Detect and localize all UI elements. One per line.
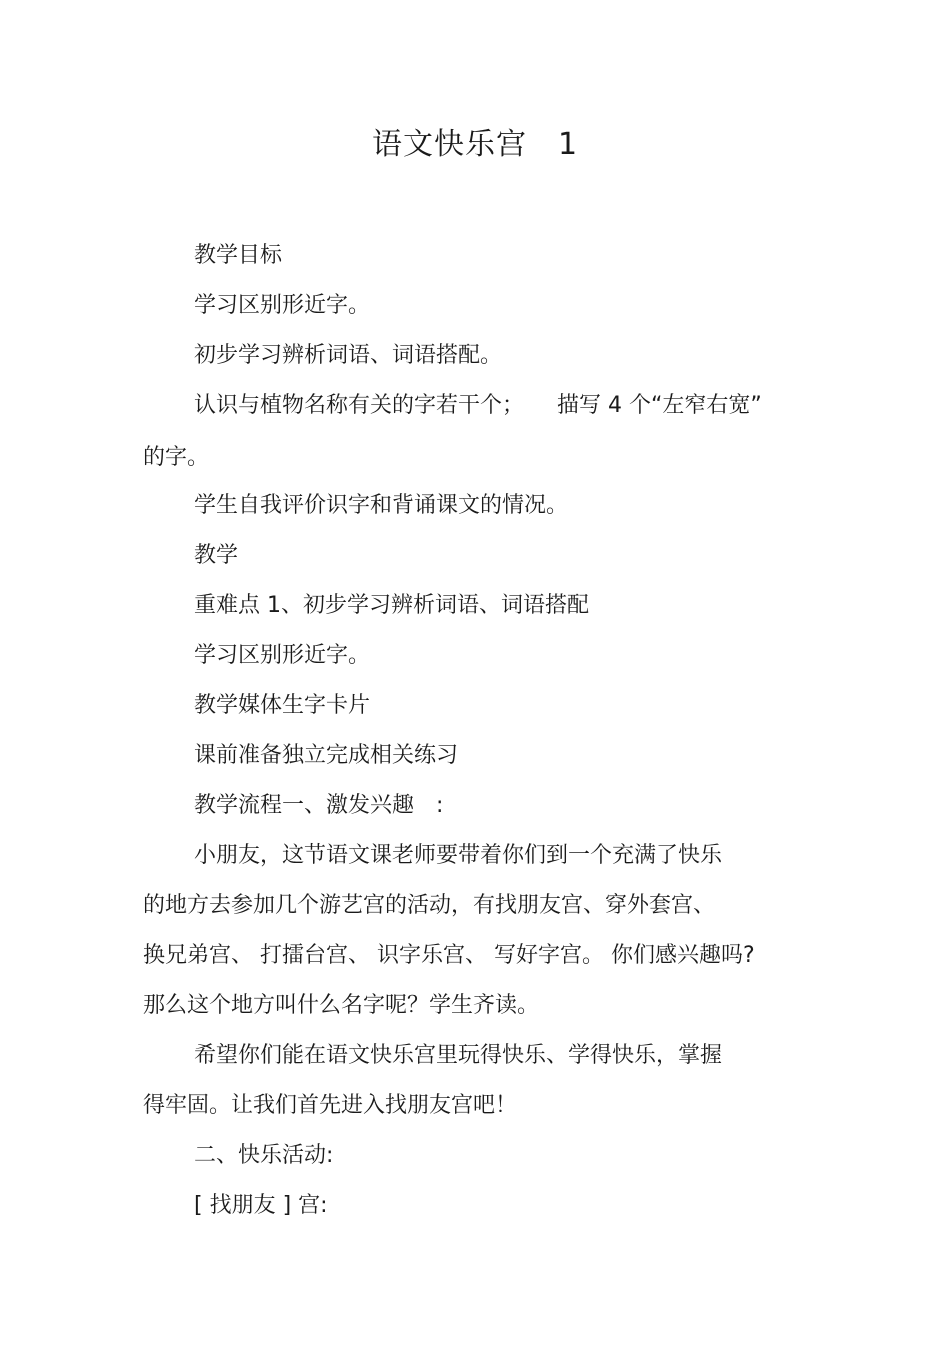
text-line: [ 找朋友 ] 宫:	[194, 1193, 328, 1218]
text-line: 的地方去参加几个游艺宫的活动，有找朋友宫、穿外套宫、	[143, 893, 716, 918]
text-line: 的字。	[143, 445, 210, 470]
text-line: 二、快乐活动:	[194, 1143, 334, 1168]
text-line: 得牢固。让我们首先进入找朋友宫吧！	[143, 1093, 518, 1118]
text-line: 学习区别形近字。	[194, 293, 371, 318]
text-line: 课前准备独立完成相关练习	[194, 743, 459, 768]
document-title: 语文快乐宫 1	[371, 127, 579, 162]
text-line: 教学	[194, 543, 239, 568]
text-line: 教学流程一、激发兴趣 :	[194, 793, 444, 818]
text-line: 教学媒体生字卡片	[194, 693, 371, 718]
text-line: 那么这个地方叫什么名字呢？学生齐读。	[143, 993, 540, 1018]
text-line: 重难点 1、初步学习辨析词语、词语搭配	[194, 593, 589, 618]
text-line: 学习区别形近字。	[194, 643, 371, 668]
text-line: 小朋友，这节语文课老师要带着你们到一个充满了快乐	[194, 843, 723, 868]
text-line: 教学目标	[194, 243, 283, 268]
text-line: 希望你们能在语文快乐宫里玩得快乐、学得快乐，掌握	[194, 1043, 723, 1068]
text-line: 学生自我评价识字和背诵课文的情况。	[194, 493, 569, 518]
text-line: 初步学习辨析词语、词语搭配。	[194, 343, 503, 368]
text-line: 换兄弟宫、 打擂台宫、 识字乐宫、 写好字宫。 你们感兴趣吗?	[143, 943, 755, 968]
text-line: 认识与植物名称有关的字若干个； 描写 4 个“左窄右宽”	[194, 393, 762, 418]
